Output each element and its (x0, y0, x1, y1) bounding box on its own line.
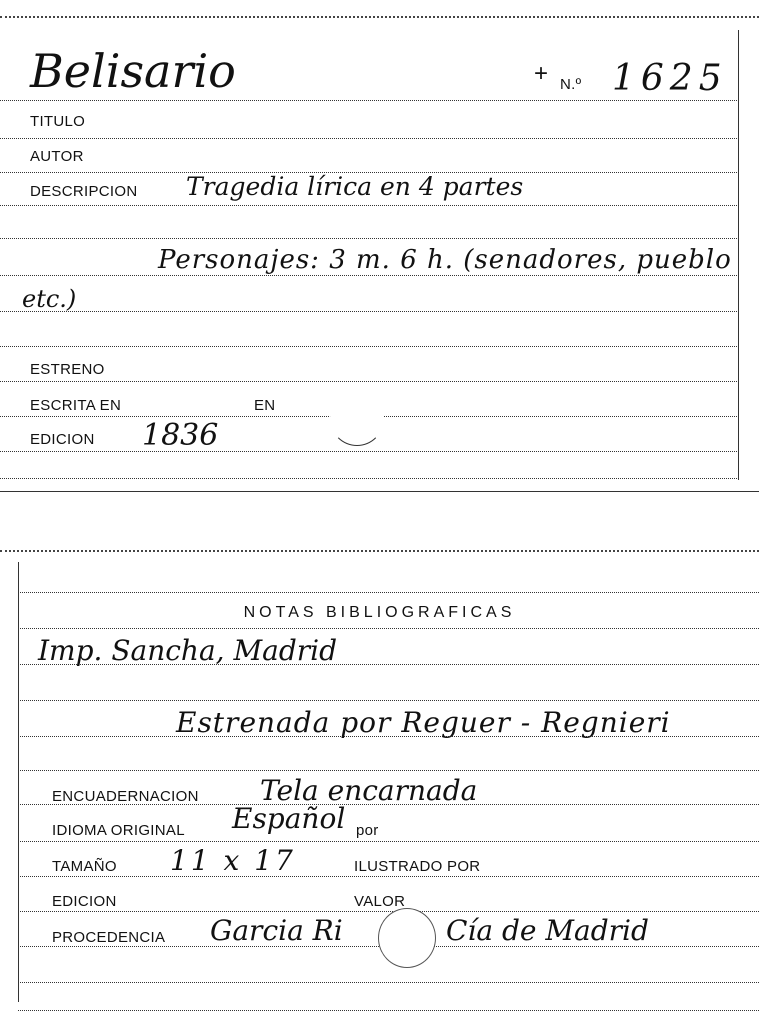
card-top-edge (0, 16, 759, 22)
rule-line (18, 1010, 759, 1011)
rule-line (0, 205, 737, 206)
autor-label: AUTOR (30, 148, 84, 165)
escrita-en-label: ESCRITA EN (30, 397, 122, 414)
card-right-edge (738, 30, 739, 480)
rule-line (0, 478, 737, 479)
personajes-continuation: etc.) (22, 285, 77, 313)
idioma-original-value: Español (232, 802, 346, 835)
rule-line (18, 770, 759, 771)
note-line-2: Estrenada por Reguer - Regnieri (176, 706, 671, 739)
rule-line (18, 982, 759, 983)
ilustrado-por-label: ILUSTRADO POR (354, 858, 481, 875)
edicion-label: EDICION (52, 893, 117, 910)
catalog-card-top (0, 0, 759, 492)
rule-line (18, 841, 759, 842)
edicion-value: 1836 (142, 418, 219, 453)
valor-label: VALOR (354, 893, 406, 910)
number-prefix: + (534, 60, 549, 87)
rule-line (0, 138, 737, 139)
encuadernacion-value: Tela encarnada (260, 774, 478, 807)
punch-hole-mark (378, 908, 436, 968)
rule-line (18, 628, 759, 629)
procedencia-value-b: Cía de Madrid (446, 914, 649, 947)
punch-hole-mark (330, 392, 384, 446)
rule-line (18, 876, 759, 877)
card-top-edge (0, 550, 759, 556)
rule-line (0, 451, 737, 452)
procedencia-value-a: Garcia Ri (210, 914, 343, 947)
number-value: 1625 (612, 58, 728, 99)
tamano-label: TAMAÑO (52, 858, 117, 875)
descripcion-label: DESCRIPCION (30, 183, 138, 200)
procedencia-label: PROCEDENCIA (52, 929, 166, 946)
catalog-card-bottom (0, 540, 759, 1028)
title-handwritten: Belisario (30, 44, 236, 98)
por-label: por (356, 822, 379, 839)
idioma-original-label: IDIOMA ORIGINAL (52, 822, 185, 839)
estreno-label: ESTRENO (30, 361, 105, 378)
rule-line (18, 700, 759, 701)
number-label: N.º (560, 76, 582, 93)
en-label: EN (254, 397, 276, 414)
rule-line (18, 592, 759, 593)
encuadernacion-label: ENCUADERNACION (52, 788, 199, 805)
personajes-value: Personajes: 3 m. 6 h. (senadores, pueblo (158, 245, 732, 275)
card-bottom-edge (0, 491, 759, 492)
note-line-1: Imp. Sancha, Madrid (38, 634, 338, 667)
rule-line (0, 275, 737, 276)
rule-line (18, 911, 759, 912)
notas-heading: NOTAS BIBLIOGRAFICAS (243, 604, 516, 621)
edicion-label: EDICION (30, 431, 95, 448)
rule-line (0, 238, 737, 239)
rule-line (0, 346, 737, 347)
rule-line (0, 311, 737, 312)
tamano-value: 11 x 17 (170, 844, 296, 877)
rule-line (0, 100, 737, 101)
rule-line (0, 381, 737, 382)
descripcion-value: Tragedia lírica en 4 partes (186, 172, 524, 201)
titulo-label: TITULO (30, 113, 86, 130)
